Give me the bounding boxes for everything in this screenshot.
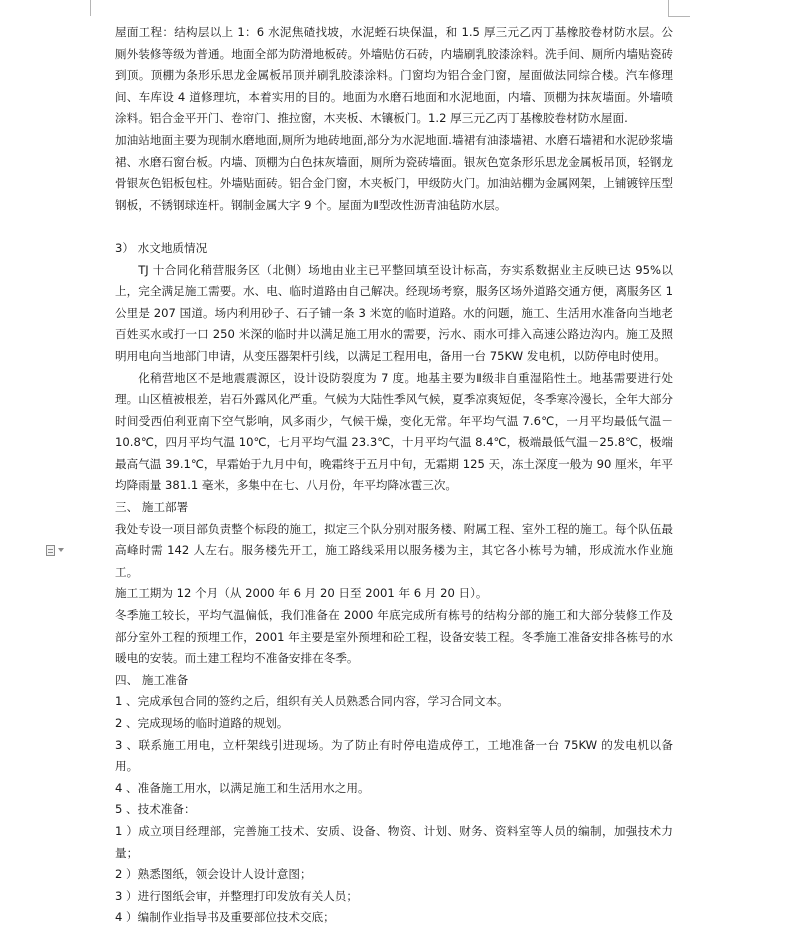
paragraph: 我处专设一项目部负责整个标段的施工，拟定三个队分别对服务楼、附属工程、室外工程的施工。每个队伍最高峰时需 142 人左右。服务楼先开工，施工路线采用以服务楼为主，其它各小栋号为辅，形成流水作业施工。 xyxy=(115,521,673,579)
paragraph: 屋面工程：结构层以上 1：6 水泥焦碴找坡，水泥蛭石块保温，和 1.5 厚三元乙丙丁基橡胶卷材防水层。公厕外装修等级为普通。地面全部为防滑地板砖。外墙贴仿石砖，内墙刷乳胶漆涂料。洗手间、厕所内墙贴瓷砖到顶。顶棚为条形乐思龙金属板吊顶并刷乳胶漆涂料。门窗均为铝合金门窗，屋面做法同综合楼。汽车修理间、车库设 4 道修理坑，本着实用的目的。地面为水磨石地面和水泥地面，内墙、顶棚为抹灰墙面。外墙喷涂料。铝合金平开门、卷帘门、推拉窗，木夹板、木镶板门。1.2 厚三元乙丙丁基橡胶卷材防水屋面. xyxy=(115,25,673,126)
crop-mark-top-right-vertical xyxy=(668,0,669,16)
section-heading: 四、 施工准备 xyxy=(115,672,189,687)
list-item: 4 、准备施工用水，以满足施工和生活用水之用。 xyxy=(115,780,370,795)
paragraph: 加油站地面主要为现制水磨地面,厕所为地砖地面,部分为水泥地面.墙裙有油漆墙裙、水磨石墙裙和水泥砂浆墙裙、水磨石窗台板。内墙、顶棚为白色抹灰墙面，厕所为瓷砖墙面。银灰色宽条形乐思龙金属板吊顶，轻钢龙骨银灰色铝板包柱。外墙贴面砖。铝合金门窗，木夹板门，甲级防火门。加油站棚为金属网架，上铺镀锌压型钢板，不锈钢球连杆。钢制金属大字 9 个。屋面为Ⅱ型改性沥青油毡防水层。 xyxy=(115,132,673,212)
sub-list-item: 2 ）熟悉图纸，领会设计人设计意图； xyxy=(115,867,312,882)
sub-list-item: 1 ）成立项目经理部，完善施工技术、安质、设备、物资、计划、财务、资料室等人员的编制，加强技术力量； xyxy=(115,823,673,860)
list-item: 1 、完成承包合同的签约之后，组织有关人员熟悉合同内容，学习合同文本。 xyxy=(115,694,509,709)
list-item: 5 、技术准备： xyxy=(115,802,196,817)
section-heading: 三、 施工部署 xyxy=(115,500,189,515)
list-item: 2 、完成现场的临时道路的规划。 xyxy=(115,716,289,730)
empty-paragraph xyxy=(115,216,673,238)
crop-mark-top-left xyxy=(90,0,91,16)
crop-mark-top-right-horizontal xyxy=(668,16,690,17)
paragraph-options-icon[interactable] xyxy=(46,544,72,556)
paragraph: 冬季施工较长，平均气温偏低，我们准备在 2000 年底完成所有栋号的结构分部的施工和大部分装修工作及部分室外工程的预埋工作，2001 年主要是室外预埋和砼工程，设备安装工程。冬季施工准备安排各栋号的水暖电的安装。而土建工程均不准备安排在冬季。 xyxy=(115,608,673,666)
list-item: 3 、联系施工用电，立杆架线引进现场。为了防止有时停电造成停工，工地准备一台 75KW 的发电机以备用。 xyxy=(115,737,673,774)
paragraph: TJ 十合同化稍营服务区（北侧）场地由业主已平整回填至设计标高，夯实系数据业主反映已达 95%以上，完全满足施工需要。水、电、临时道路由自己解决。经现场考察，服务区场外道路交通方便，离服务区 1 公里是 207 国道。场内利用砂子、石子铺一条 3 米宽的临时道路。水的问题，施工、生活用水准备向当地老百姓买水或打一口 250 米深的临时井以满足施工用水的需要，污水、雨水可排入高速公路边沟内。施工及照明用电向当地部门申请，从变压器架杆引线，以满足工程用电，备用一台 75KW 发电机，以防停电时使用。 xyxy=(115,262,673,363)
sub-list-item: 4 ）编制作业指导书及重要部位技术交底； xyxy=(115,910,335,925)
chevron-down-icon xyxy=(58,548,64,552)
document-icon xyxy=(46,545,55,556)
paragraph: 施工工期为 12 个月（从 2000 年 6 月 20 日至 2001 年 6 月 20 日）。 xyxy=(115,586,488,601)
document-body xyxy=(115,22,673,929)
sub-list-item: 3 ）进行图纸会审，并整理打印发放有关人员； xyxy=(115,888,358,903)
paragraph: 化稍营地区不是地震震源区，设计设防裂度为 7 度。地基主要为Ⅱ级非自重湿陷性土。地基需要进行处理。山区植被根差，岩石外露风化严重。气候为大陆性季风气候，夏季凉爽短促，冬季寒冷漫长，全年大部分时间受西伯利亚南下空气影响，风多雨少，气候干燥，变化无常。年平均气温 7.6℃，一月平均最低气温－10.8℃，四月平均气温 10℃，七月平均气温 23.3℃，十月平均气温 8.4℃，极端最低气温－25.8℃，极端最高气温 39.1℃，早霜始于九月中旬，晚霜终于五月中旬，无霜期 125 天，冻土深度一般为 90 厘米，年平均降雨量 381.1 毫米，多集中在七、八月份，年平均降冰雹三次。 xyxy=(115,370,673,493)
section-heading: 3） 水文地质情况 xyxy=(115,240,208,255)
